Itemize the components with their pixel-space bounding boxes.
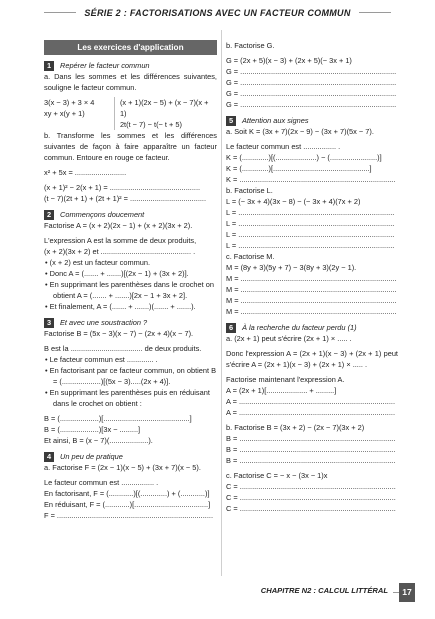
answer-line: C = ............................................................................ (226, 482, 396, 491)
answer-line: M = ............................................................................ (226, 274, 397, 283)
answer-line: C = ............................................................................ (226, 493, 396, 502)
answer-line: (t − 7)(2t + 1) + (2t + 1)² = ..................................... (44, 194, 207, 203)
exercise-text: a. Factorise F = (2x − 1)(x − 5) + (3x + 7)(x − 5). (44, 463, 201, 472)
exercise-number: 2 (44, 210, 54, 220)
answer-line: Le facteur commun est ................ . (44, 478, 159, 487)
exercise-title: Commençons doucement (60, 210, 145, 219)
exercise-title: Repérer le facteur commun (60, 61, 150, 70)
exercise-text: a. Soit K = (3x + 7)(2x − 9) − (3x + 7)(5x − 7). (226, 127, 374, 136)
answer-line: K = (.............)[...............................................] (226, 164, 372, 173)
answer-line: A = ............................................................................ (226, 397, 395, 406)
expression: L = (− 3x + 4)(3x − 8) − (− 3x + 4)(7x + 2) (226, 197, 361, 206)
answer-line: G = ............................................................................ (226, 67, 397, 76)
exercise-title: Un peu de pratique (60, 452, 123, 461)
answer-line: Et ainsi, B = (x − 7)(...................). (44, 436, 153, 445)
answer-line: G = ............................................................................ (226, 78, 397, 87)
exercise-text: Factorise A = (x + 2)(2x − 1) + (x + 2)(3x + 2). (44, 221, 193, 230)
exercise-number: 1 (44, 61, 54, 71)
answer-line: L = ............................................................................ (226, 241, 395, 250)
exercise-4-heading (44, 451, 217, 462)
page-number: 17 (399, 583, 415, 602)
answer-line: En factorisant, F = (............)[(.............) + (............)] (44, 489, 210, 498)
page-footer (0, 583, 435, 601)
answer-line: M = ............................................................................ (226, 285, 397, 294)
series-title: SÉRIE 2 : FACTORISATIONS AVEC UN FACTEUR COMMUN (76, 8, 358, 18)
exercise-text: b. Factorise B = (3x + 2) − (2x − 7)(3x + 2) (226, 423, 365, 432)
answer-line: K = (.............)[(....................) − (.......................)] (226, 153, 382, 162)
bullet-item: • En supprimant les parenthèses dans le crochet on obtient A = (....... + .......)[2x − 1 + 3x + 2]. (45, 280, 214, 300)
answer-line: K = ............................................................................ (226, 175, 396, 184)
exercise-text: b. Factorise L. (226, 186, 273, 195)
answer-line: B = ............................................................................ (226, 456, 396, 465)
bullet-item: • En supprimant les parenthèses puis en réduisant dans le crochet on obtient : (45, 388, 210, 408)
bullet-item: • Et finalement, A = (....... + .......)(....... + .......). (45, 302, 196, 311)
exercise-text: L'expression A est la somme de deux produits, (44, 236, 197, 245)
answer-line: (x + 2)(3x + 2) et ............................................ . (44, 247, 196, 256)
column-divider (221, 30, 222, 576)
exercise-text: a. Dans les sommes et les différences suivantes, souligne le facteur commun. (44, 72, 217, 92)
expression: 3(x − 3) + 3 × 4 (44, 98, 95, 107)
answer-line: M = ............................................................................ (226, 307, 397, 316)
right-column (226, 40, 398, 514)
exercise-text: c. Factorise M. (226, 252, 275, 261)
chapter-title: CHAPITRE N2 : CALCUL LITTÉRAL (256, 586, 393, 595)
answer-line: B = ............................................................................ (226, 434, 396, 443)
exercise-text: Factorise maintenant l'expression A. (226, 375, 345, 384)
exercise-2-heading (44, 209, 217, 220)
exercise-title: Et avec une soustraction ? (60, 318, 148, 327)
answer-line: x² + 5x = ......................... (44, 168, 127, 177)
answer-line: G = ............................................................................ (226, 89, 397, 98)
answer-line: (x + 1)² − 2(x + 1) = ............................................ (44, 183, 201, 192)
bullet-item: • En factorisant par ce facteur commun, on obtient B = (...................)[(5x − 3).....(2x + 4)]. (45, 366, 217, 386)
expression: (x + 1)(2x − 5) + (x − 7)(x + 1) (119, 98, 209, 118)
answer-line: B = (...................)[3x − .........] (44, 425, 141, 434)
answer-line: B est la ................................... de deux produits. (44, 344, 202, 353)
answer-line: A = ............................................................................ (226, 408, 395, 417)
answer-line: G = ............................................................................ (226, 100, 397, 109)
bullet-item: • (x + 2) est un facteur commun. (45, 258, 151, 267)
exercise-6-heading (226, 322, 398, 333)
answer-line: B = ............................................................................ (226, 445, 396, 454)
answer-line: B = (...................)[..........................................] (44, 414, 192, 423)
exercise-text: c. Factorise C = − x − (3x − 1)x (226, 471, 328, 480)
expression: G = (2x + 5)(x − 3) + (2x + 5)(− 3x + 1) (226, 56, 352, 65)
exercise-number: 3 (44, 318, 54, 328)
exercise-1-heading (44, 60, 217, 71)
exercise-title: À la recherche du facteur perdu (1) (242, 323, 357, 332)
page-header (0, 3, 435, 21)
exercise-text: Factorise B = (5x − 3)(x − 7) − (2x + 4)(x − 7). (44, 329, 194, 338)
bullet-item: • Le facteur commun est ............. . (45, 355, 158, 364)
exercise-5-heading (226, 115, 398, 126)
exercise-text: b. Transforme les sommes et les différences suivantes de façon à faire apparaître un facteur commun. Entoure en rouge ce facteur. (44, 131, 217, 162)
left-column (44, 40, 217, 521)
expression-grid (44, 97, 217, 130)
exercise-3-heading (44, 317, 217, 328)
exercise-text: b. Factorise G. (226, 41, 275, 50)
answer-line: C = ............................................................................ (226, 504, 396, 513)
exercise-number: 4 (44, 452, 54, 462)
bullet-item: • Donc A = (....... + .......)[(2x − 1) + (3x + 2)]. (45, 269, 189, 278)
exercise-title: Attention aux signes (242, 116, 309, 125)
answer-line: Le facteur commun est ................ . (226, 142, 341, 151)
exercise-number: 5 (226, 116, 236, 126)
answer-line: A = (2x + 1)[.................... + .........] (226, 386, 337, 395)
exercise-text: a. (2x + 1) peut s'écrire (2x + 1) × ..... . (226, 334, 352, 343)
expression: 2t(t − 7) − t(− t + 5) (119, 120, 182, 129)
answer-line: L = ............................................................................ (226, 219, 395, 228)
expression: xy + x(y + 1) (44, 109, 85, 118)
answer-line: M = ............................................................................ (226, 296, 397, 305)
answer-line: En réduisant, F = (............)[....................................] (44, 500, 211, 509)
answer-line: L = ............................................................................ (226, 230, 395, 239)
section-banner: Les exercices d'application (44, 40, 217, 55)
answer-line: F = ............................................................................ (44, 511, 213, 520)
exercise-number: 6 (226, 323, 236, 333)
exercise-text: Donc l'expression A = (2x + 1)(x − 3) + (2x + 1) peut s'écrire A = (2x + 1)(x − 3) + (2x + 1) × ..... . (226, 349, 398, 369)
answer-line: L = ............................................................................ (226, 208, 395, 217)
expression: M = (8y + 3)(5y + 7) − 3(8y + 3)(2y − 1). (226, 263, 357, 272)
